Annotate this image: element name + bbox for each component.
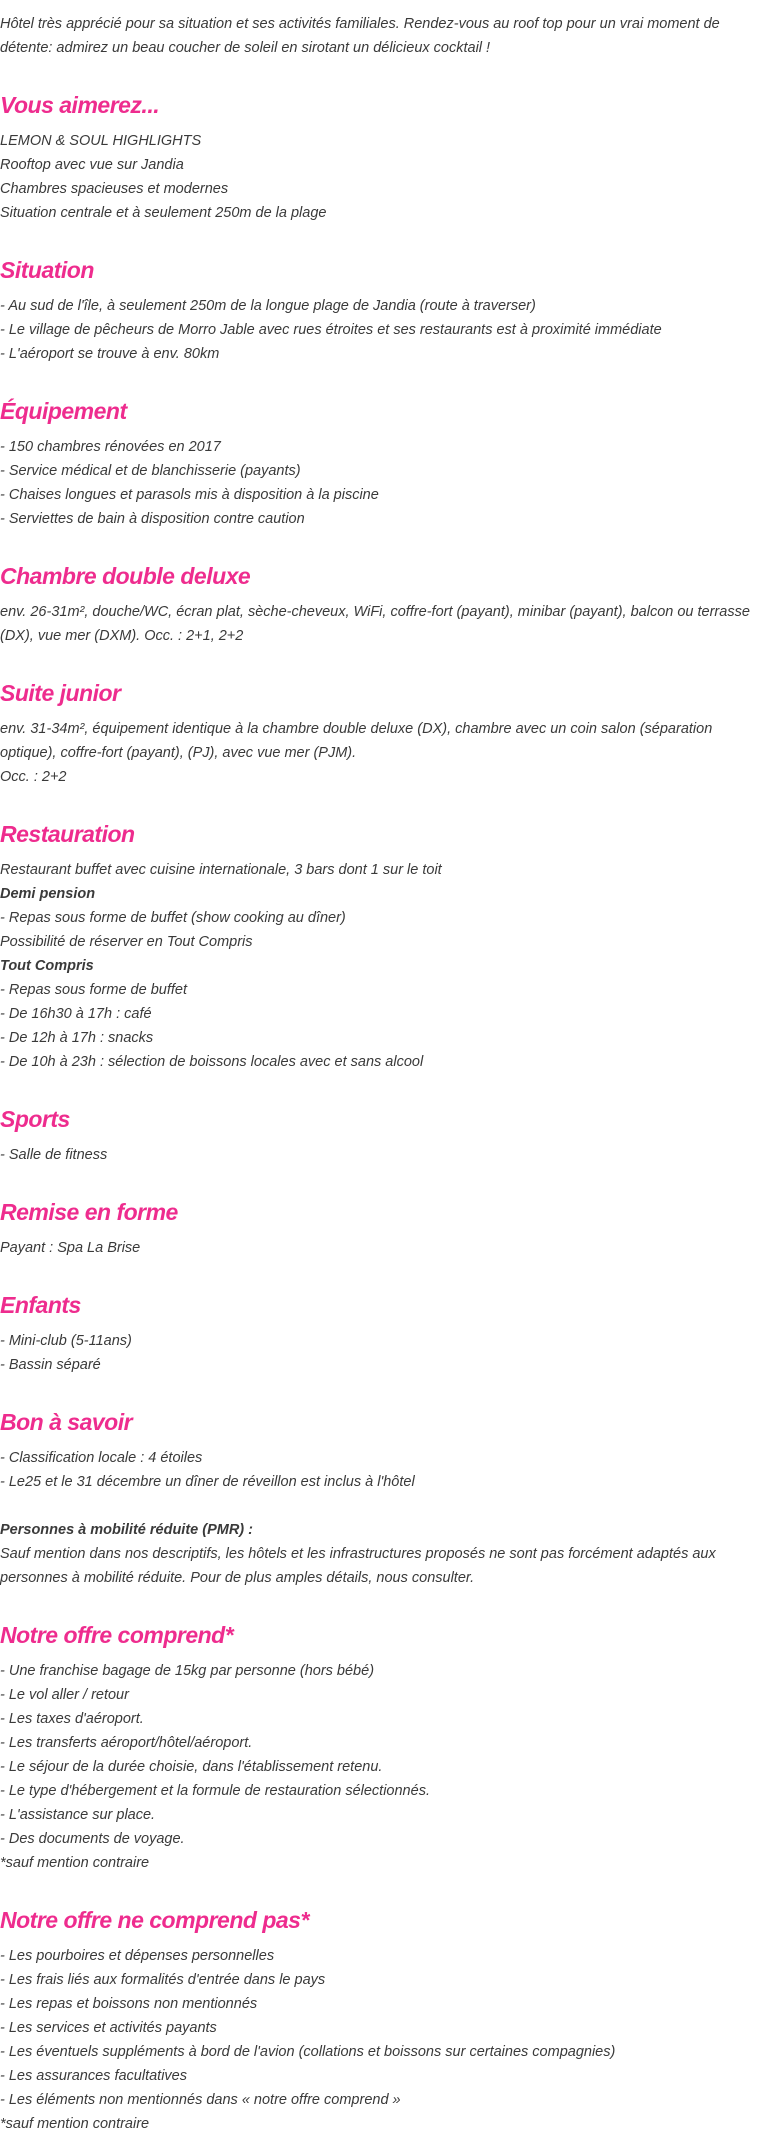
list-item: - Les frais liés aux formalités d'entrée dans le pays bbox=[0, 1972, 326, 1988]
intro-text: Hôtel très apprécié pour sa situation et ses activités familiales. Rendez-vous au roof top pour un vrai moment de détente: admirez un beau coucher de soleil en sirotant un délicieux cocktail ! bbox=[0, 16, 720, 56]
list-item: - 150 chambres rénovées en 2017 bbox=[0, 439, 221, 455]
list-item: - Les taxes d'aéroport. bbox=[0, 1711, 144, 1727]
list-item: - De 16h30 à 17h : café bbox=[0, 1006, 152, 1022]
section-title-chambre: Chambre double deluxe bbox=[0, 563, 251, 589]
section-title-offre-ne-comprend-pas: Notre offre ne comprend pas* bbox=[0, 1907, 309, 1933]
restauration-block bbox=[0, 858, 758, 1074]
restauration-intro: Restaurant buffet avec cuisine internationale, 3 bars dont 1 sur le toit bbox=[0, 862, 442, 878]
list-item: - Le vol aller / retour bbox=[0, 1687, 129, 1703]
list-item: - Service médical et de blanchisserie (payants) bbox=[0, 463, 301, 479]
list-item: - Salle de fitness bbox=[0, 1147, 108, 1163]
pmr-text: Sauf mention dans nos descriptifs, les hôtels et les infrastructures proposés ne sont pas forcément adaptés aux personnes à mobilité réduite. Pour de plus amples détails, nous consulter. bbox=[0, 1546, 716, 1586]
list-item: - Le village de pêcheurs de Morro Jable avec rues étroites et ses restaurants est à proximité immédiate bbox=[0, 322, 662, 338]
list-item: - L'aéroport se trouve à env. 80km bbox=[0, 346, 220, 362]
section-title-offre-comprend: Notre offre comprend* bbox=[0, 1622, 234, 1648]
section-title-enfants: Enfants bbox=[0, 1292, 81, 1318]
offre-comprend-list bbox=[0, 1659, 758, 1875]
suite-occupancy: Occ. : 2+2 bbox=[0, 769, 67, 785]
tout-compris-label: Tout Compris bbox=[0, 958, 94, 974]
spacer bbox=[0, 1494, 758, 1518]
suite-text: env. 31-34m², équipement identique à la chambre double deluxe (DX), chambre avec un coin salon (séparation optique), coffre-fort (payant), (PJ), avec vue mer (PJM). bbox=[0, 721, 713, 761]
list-item: - Classification locale : 4 étoiles bbox=[0, 1450, 203, 1466]
offre-ne-comprend-pas-list bbox=[0, 1944, 758, 2136]
list-item: - De 10h à 23h : sélection de boissons locales avec et sans alcool bbox=[0, 1054, 424, 1070]
list-item: - Les éventuels suppléments à bord de l'avion (collations et boissons sur certaines compagnies) bbox=[0, 2044, 616, 2060]
list-item: - Les services et activités payants bbox=[0, 2020, 217, 2036]
section-title-remise: Remise en forme bbox=[0, 1199, 178, 1225]
pmr-label: Personnes à mobilité réduite (PMR) : bbox=[0, 1522, 253, 1538]
list-item: - Serviettes de bain à disposition contre caution bbox=[0, 511, 305, 527]
list-item: LEMON & SOUL HIGHLIGHTS bbox=[0, 133, 202, 149]
remise-list bbox=[0, 1236, 758, 1260]
list-item: - Des documents de voyage. bbox=[0, 1831, 185, 1847]
equipement-list bbox=[0, 435, 758, 531]
vous-aimerez-list bbox=[0, 129, 758, 225]
demi-pension-label: Demi pension bbox=[0, 886, 96, 902]
section-title-restauration: Restauration bbox=[0, 821, 135, 847]
section-title-equipement: Équipement bbox=[0, 398, 127, 424]
list-item: Chambres spacieuses et modernes bbox=[0, 181, 229, 197]
section-title-sports: Sports bbox=[0, 1106, 70, 1132]
footnote: *sauf mention contraire bbox=[0, 2116, 150, 2132]
list-item: - Repas sous forme de buffet bbox=[0, 982, 187, 998]
list-item: - Le séjour de la durée choisie, dans l'établissement retenu. bbox=[0, 1759, 383, 1775]
list-item: - Mini-club (5-11ans) bbox=[0, 1333, 132, 1349]
list-item: - Les transferts aéroport/hôtel/aéroport. bbox=[0, 1735, 253, 1751]
chambre-text: env. 26-31m², douche/WC, écran plat, sèche-cheveux, WiFi, coffre-fort (payant), minibar (payant), balcon ou terrasse (DX), vue mer (DXM). Occ. : 2+1, 2+2 bbox=[0, 604, 750, 644]
list-item: Payant : Spa La Brise bbox=[0, 1240, 141, 1256]
footnote: *sauf mention contraire bbox=[0, 1855, 150, 1871]
sports-list bbox=[0, 1143, 758, 1167]
section-title-situation: Situation bbox=[0, 257, 94, 283]
enfants-list bbox=[0, 1329, 758, 1377]
list-item: - Une franchise bagage de 15kg par personne (hors bébé) bbox=[0, 1663, 375, 1679]
list-item: Situation centrale et à seulement 250m de la plage bbox=[0, 205, 327, 221]
list-item: Rooftop avec vue sur Jandia bbox=[0, 157, 184, 173]
list-item: - Les pourboires et dépenses personnelles bbox=[0, 1948, 275, 1964]
list-item: - De 12h à 17h : snacks bbox=[0, 1030, 154, 1046]
list-item: - L'assistance sur place. bbox=[0, 1807, 156, 1823]
tout-compris-option: Possibilité de réserver en Tout Compris bbox=[0, 934, 253, 950]
list-item: - Les repas et boissons non mentionnés bbox=[0, 1996, 258, 2012]
section-title-vous-aimerez: Vous aimerez... bbox=[0, 92, 160, 118]
bon-a-savoir-list bbox=[0, 1446, 758, 1590]
section-title-bon-a-savoir: Bon à savoir bbox=[0, 1409, 133, 1435]
list-item: - Bassin séparé bbox=[0, 1357, 101, 1373]
list-item: - Les éléments non mentionnés dans « notre offre comprend » bbox=[0, 2092, 401, 2108]
list-item: - Les assurances facultatives bbox=[0, 2068, 187, 2084]
list-item: - Repas sous forme de buffet (show cooking au dîner) bbox=[0, 910, 346, 926]
list-item: - Chaises longues et parasols mis à disposition à la piscine bbox=[0, 487, 379, 503]
list-item: - Le25 et le 31 décembre un dîner de réveillon est inclus à l'hôtel bbox=[0, 1474, 415, 1490]
list-item: - Le type d'hébergement et la formule de restauration sélectionnés. bbox=[0, 1783, 430, 1799]
situation-list bbox=[0, 294, 758, 366]
section-title-suite: Suite junior bbox=[0, 680, 121, 706]
list-item: - Au sud de l'île, à seulement 250m de la longue plage de Jandia (route à traverser) bbox=[0, 298, 536, 314]
